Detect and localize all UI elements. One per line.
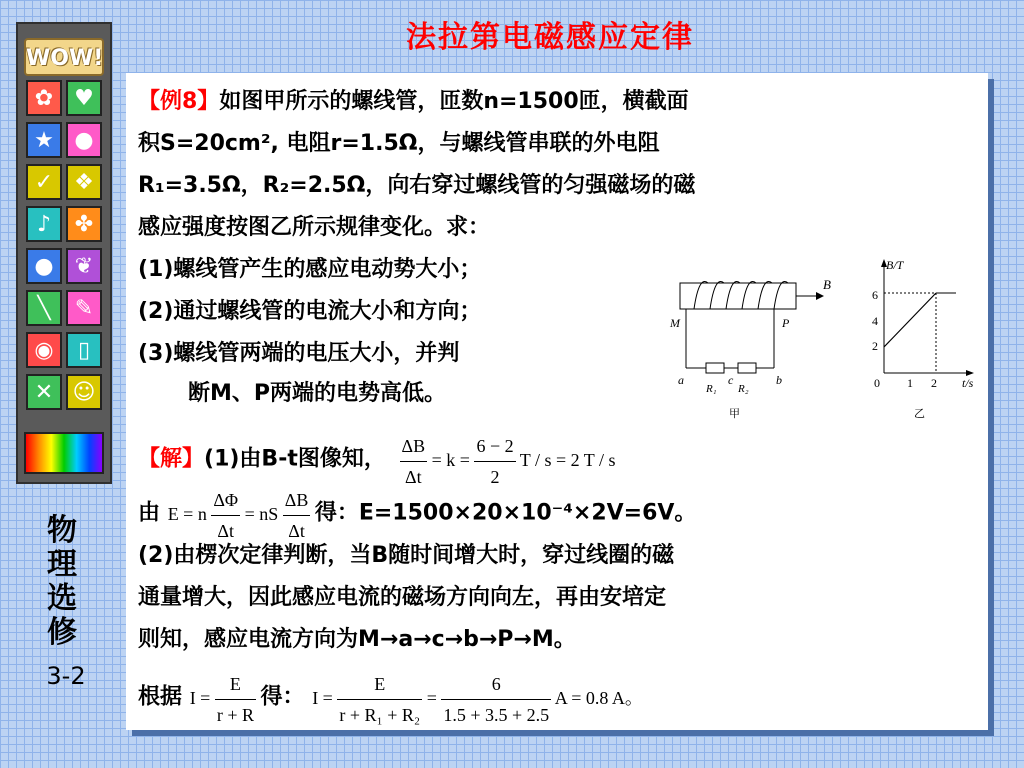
chapter-number: 3-2 (46, 662, 86, 690)
x-tick-1: 1 (907, 376, 913, 390)
circuit-diagram (666, 253, 856, 423)
question-2: (2)通过螺线管的电流大小和方向； (138, 299, 482, 324)
y-tick-6: 6 (872, 288, 878, 302)
question-3: (3)螺线管两端的电压大小，并判 (138, 341, 460, 366)
leaf-icon[interactable]: ❦ (66, 248, 102, 284)
page-title: 法拉第电磁感应定律 (406, 20, 694, 55)
solution-line-2: 由 E = n $\frac{\Delta\Phi}{\Delta t}$ = nS $\frac{\Delta B}{\Delta t}$ 得：E=1500×20×10⁻⁴×2V=6V。 (138, 485, 696, 546)
check-icon[interactable]: ✓ (26, 164, 62, 200)
problem-line-1: 【例8】如图甲所示的螺线管，匝数n=1500匝，横截面 (138, 89, 689, 114)
lips-icon[interactable]: ◉ (26, 332, 62, 368)
fish-icon[interactable]: ❖ (66, 164, 102, 200)
solution-line-3: (2)由楞次定律判断，当B随时间增大时，穿过线圈的磁 (138, 543, 675, 568)
label-c: c (728, 373, 734, 387)
balloon-icon[interactable]: ♪ (26, 206, 62, 242)
equation-2: E = n $\frac{\Delta\Phi}{\Delta t}$ = nS $\frac{\Delta B}{\Delta t}$ (168, 504, 315, 524)
equation-4: I = $\frac{E}{\text{r + R₁ + R₂}}$ = $\frac{6}{1.5 + 3.5 + 2.5}$ A = 0.8 A。 (312, 688, 643, 708)
solution-line-6: 根据 I = $\frac{E}{r + R}$ 得： I = $\frac{E}{\text{r + R₁ + R₂}}$ = $\frac{6}{1.5 + 3.5 + 2.5}$ A = 0.8 A。 (138, 669, 643, 730)
x-axis-label: t/s (962, 376, 974, 390)
equation-1: $\frac{\Delta B}{\Delta t}$ = k = $\frac{6 - 2}{2}$ T / s = 2 T / s (400, 450, 616, 470)
solution-line-4: 通量增大，因此感应电流的磁场方向向左，再由安培定 (138, 585, 667, 610)
equation-3: I = $\frac{E}{r + R}$ (190, 688, 261, 708)
line-icon[interactable]: ╲ (26, 290, 62, 326)
caption-jia: 甲 (729, 408, 740, 420)
label-B: B (823, 277, 831, 292)
color-palette[interactable] (24, 432, 104, 474)
solution-line-1: 【解】(1)由B-t图像知， $\frac{\Delta B}{\Delta t}$ = k = $\frac{6 - 2}{2}$ T / s = 2 T / s (138, 431, 615, 492)
wow-logo: WOW! (24, 38, 104, 76)
question-3-cont: 断M、P两端的电势高低。 (188, 381, 447, 406)
label-M: M (670, 316, 680, 330)
solution-tag: 【解】 (138, 446, 205, 472)
b-line (884, 293, 936, 347)
apple-icon[interactable]: ● (26, 248, 62, 284)
label-b: b (776, 373, 782, 387)
bt-graph (856, 253, 986, 423)
butterfly-icon[interactable]: ✤ (66, 206, 102, 242)
star-icon[interactable]: ★ (26, 122, 62, 158)
circle-icon[interactable]: ● (66, 122, 102, 158)
left-toolbar (16, 22, 112, 484)
problem-line-4: 感应强度按图乙所示规律变化。求： (138, 215, 491, 240)
resistor-R2 (738, 363, 756, 373)
solution-line-5: 则知，感应电流方向为M→a→c→b→P→M。 (138, 627, 576, 652)
y-tick-2: 2 (872, 339, 878, 353)
label-R2: R₂ (738, 383, 749, 395)
smiley-icon[interactable]: ☺ (66, 374, 102, 410)
caption-yi: 乙 (914, 408, 925, 420)
problem-line-3: R₁=3.5Ω，R₂=2.5Ω，向右穿过螺线管的匀强磁场的磁 (138, 173, 696, 198)
course-label: 物 理 选 修 (47, 513, 77, 650)
label-R1: R₁ (706, 383, 717, 395)
y-tick-4: 4 (872, 314, 878, 328)
resistor-R1 (706, 363, 724, 373)
origin-label: 0 (874, 376, 880, 390)
heart-icon[interactable]: ♥ (66, 80, 102, 116)
flower-icon[interactable]: ✿ (26, 80, 62, 116)
example-tag: 【例8】 (138, 89, 220, 114)
problem-line-2: 积S=20cm², 电阻r=1.5Ω，与螺线管串联的外电阻 (138, 131, 660, 156)
question-1: (1)螺线管产生的感应电动势大小； (138, 257, 482, 282)
x-tick-2: 2 (931, 376, 937, 390)
close-x-icon[interactable]: ✕ (26, 374, 62, 410)
y-axis-label: B/T (886, 258, 904, 272)
bird-icon[interactable]: ✎ (66, 290, 102, 326)
cup-icon[interactable]: ▯ (66, 332, 102, 368)
label-P: P (782, 316, 790, 330)
content-card (126, 73, 988, 730)
label-a: a (678, 373, 684, 387)
